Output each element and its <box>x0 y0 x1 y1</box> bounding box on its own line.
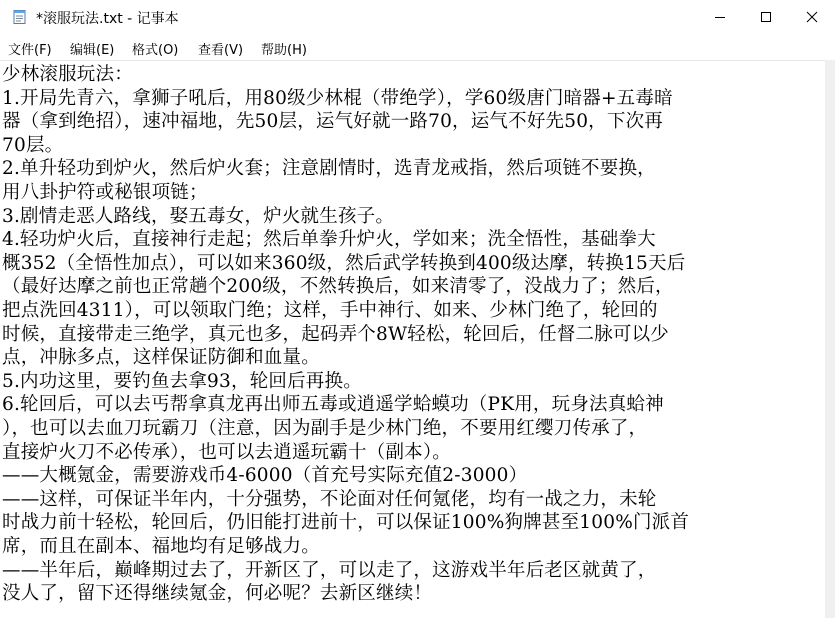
close-button[interactable] <box>789 0 835 34</box>
text-line: 6.轮回后，可以去丐帮拿真龙再出师五毒或逍遥学蛤蟆功（PK用，玩身法真蛤神 <box>2 394 664 416</box>
notepad-icon <box>12 9 28 25</box>
text-line: ——大概氪金，需要游戏币4-6000（首充号实际充值2-3000） <box>2 465 528 487</box>
minimize-icon <box>714 11 726 23</box>
text-line: 没人了，留下还得继续氪金，何必呢？去新区继续！ <box>2 583 433 605</box>
text-line: 2.单升轻功到炉火，然后炉火套；注意剧情时，选青龙戒指，然后项链不要换， <box>2 158 656 180</box>
text-line: ——半年后，巅峰期过去了，开新区了，可以走了，这游戏半年后老区就黄了， <box>2 559 657 581</box>
text-line: 1.开局先青六，拿狮子吼后，用80级少林棍（带绝学），学60级唐门暗器+五毒暗 <box>2 87 673 109</box>
title-bar <box>0 0 835 34</box>
text-line: 5.内功这里，要钓鱼去拿93，轮回后再换。 <box>2 370 362 392</box>
menu-bar <box>0 34 835 60</box>
menu-view[interactable]: 查看(V) <box>198 43 244 58</box>
text-line: 时候，直接带走三绝学，真元也多，起码弄个8W轻松，轮回后，任督二脉可以少 <box>2 323 669 345</box>
menu-help[interactable]: 帮助(H) <box>261 43 307 58</box>
menu-edit[interactable]: 编辑(E) <box>70 43 115 58</box>
text-line: 点，冲脉多点，这样保证防御和血量。 <box>2 347 320 369</box>
text-line: 用八卦护符或秘银项链； <box>2 182 208 203</box>
text-line: ——这样，可保证半年内，十分强势，不论面对任何氪佬，均有一战之力，未轮 <box>2 488 657 510</box>
text-line: 时战力前十轻松，轮回后，仍旧能打进前十，可以保证100%狗牌甚至100%门派首 <box>2 512 690 534</box>
maximize-icon <box>760 11 772 23</box>
text-line: 直接炉火刀不必传承），也可以去逍遥玩霸十（副本）。 <box>2 441 452 463</box>
text-line: 器（拿到绝招），速冲福地，先50层，运气好就一路70，运气不好先50，下次再 <box>2 111 663 133</box>
text-line: 3.剧情走恶人路线，娶五毒女，炉火就生孩子。 <box>2 205 395 227</box>
text-line: 概352（全悟性加点），可以如来360级，然后武学转换到400级达摩，转换15天后 <box>2 252 686 274</box>
text-line: 少林滚服玩法： <box>2 64 133 85</box>
text-line: 席，而且在副本、福地均有足够战力。 <box>2 536 320 557</box>
text-editor-area[interactable] <box>0 60 825 618</box>
text-line: 4.轻功炉火后，直接神行走起；然后单拳升炉火，学如来；洗全悟性，基础拳大 <box>2 229 656 251</box>
text-line: 把点洗回4311），可以领取门绝；这样，手中神行、如来、少林门绝了，轮回的 <box>2 300 658 321</box>
text-line: （最好达摩之前也正常趟个200级，不然转换后，如来清零了，没战力了；然后， <box>2 276 674 298</box>
text-line: 70层。 <box>2 134 64 156</box>
close-icon <box>806 11 818 23</box>
menu-file[interactable]: 文件(F) <box>8 43 52 58</box>
maximize-button[interactable] <box>743 0 789 34</box>
vertical-scrollbar[interactable] <box>825 60 835 618</box>
menu-format[interactable]: 格式(O) <box>132 43 179 58</box>
text-line: ），也可以去血刀玩霸刀（注意，因为副手是少林门绝，不要用红缨刀传承了， <box>2 418 648 439</box>
window-title: *滚服玩法.txt - 记事本 <box>36 11 179 27</box>
minimize-button[interactable] <box>697 0 743 34</box>
